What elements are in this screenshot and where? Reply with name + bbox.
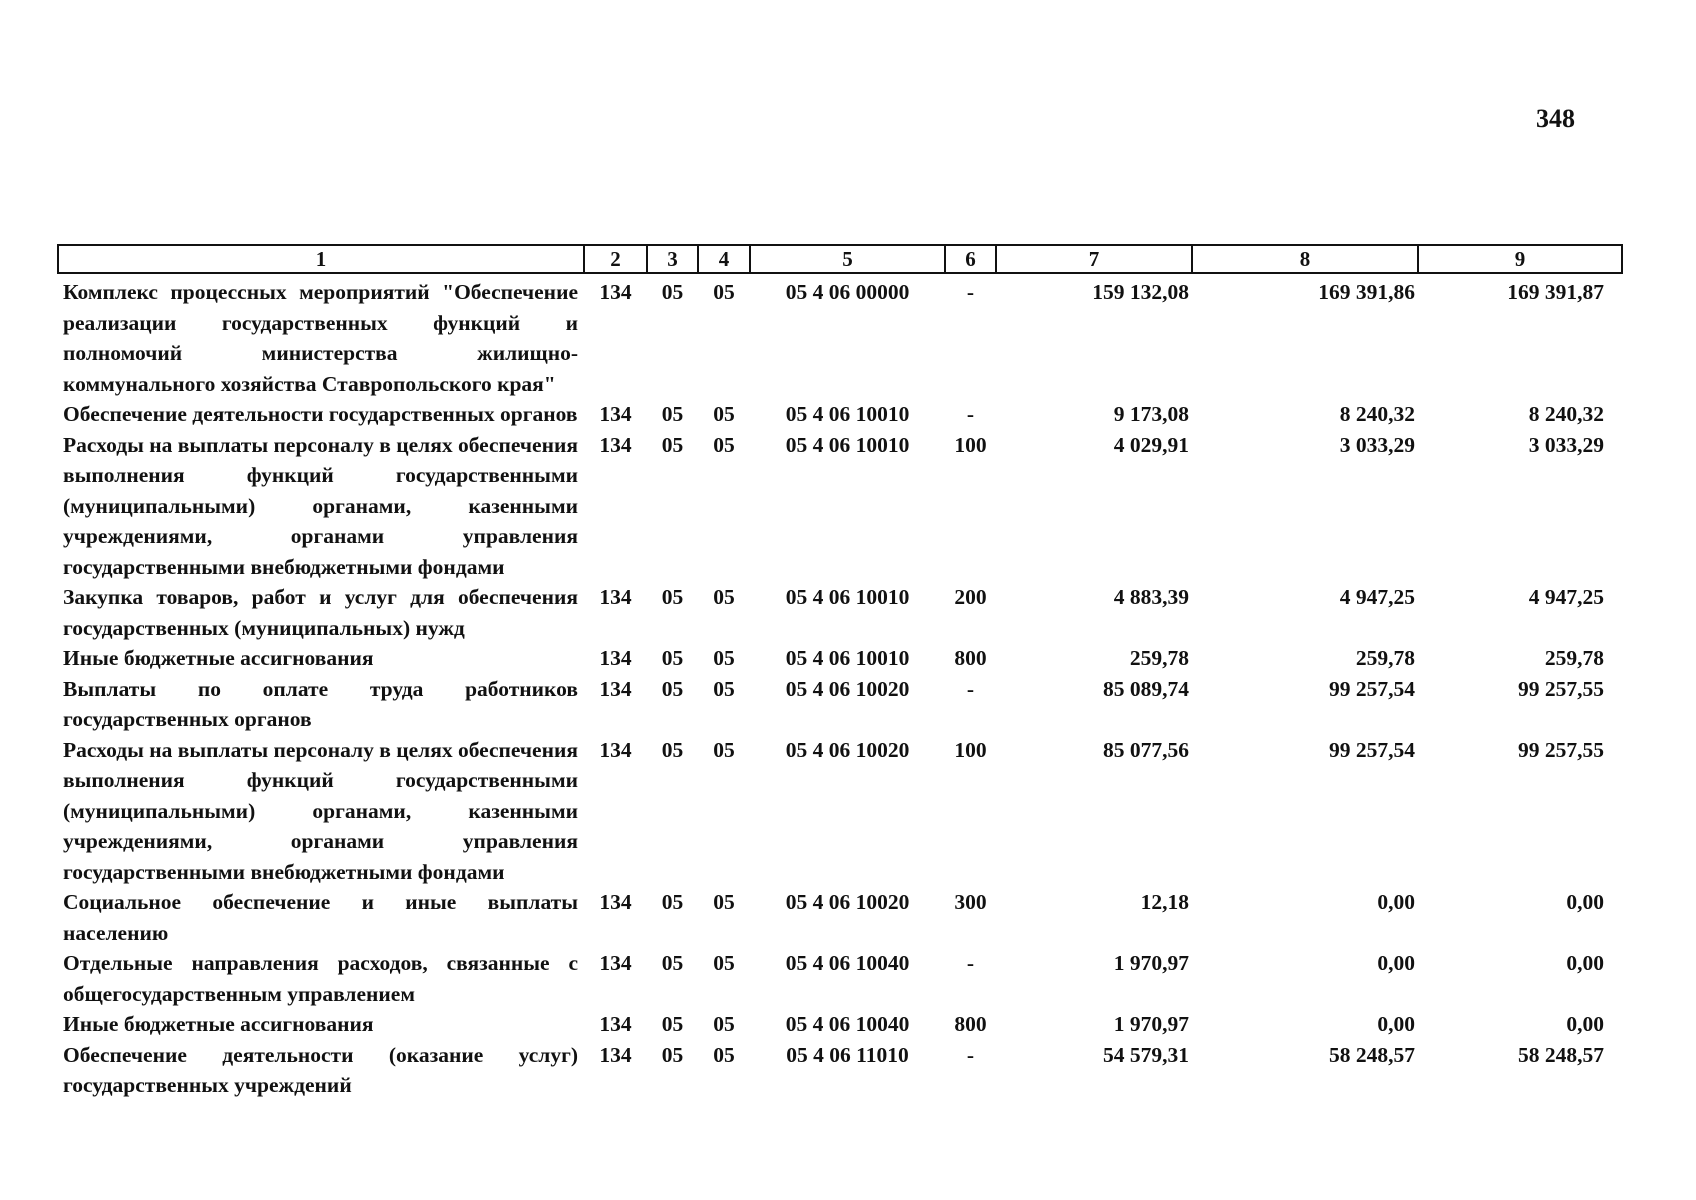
row-amount-9-cell: 99 257,55	[1518, 676, 1604, 701]
row-target-article-cell: 05 4 06 10040	[785, 1012, 910, 1036]
row-amount-9-cell: 4 947,25	[1528, 585, 1604, 609]
row-expense-type-cell: 200	[954, 585, 987, 609]
row-amount-8-cell: 4 947,25	[1339, 585, 1415, 609]
row-target-article-cell: 05 4 06 10010	[785, 402, 910, 426]
row-name-cell: Комплекс процессных мероприятий "Обеспечение реализации государственных функций и полномочий министерства жилищно-коммунального хозяйства Ставропольского края"	[63, 280, 578, 396]
row-ministry-code-cell: 134	[599, 432, 632, 457]
row-target-article-cell: 05 4 06 11010	[786, 1042, 909, 1067]
row-ministry-code-cell: 134	[599, 890, 632, 914]
row-name-cell: Обеспечение деятельности государственных органов	[63, 402, 578, 426]
row-amount-7-cell: 9 173,08	[1113, 402, 1189, 426]
row-target-article-cell: 05 4 06 10010	[785, 646, 910, 670]
table-row	[58, 1040, 1622, 1101]
row-amount-7-cell: 85 077,56	[1103, 737, 1189, 762]
table-header-row	[58, 245, 1622, 273]
row-amount-7-cell: 159 132,08	[1092, 280, 1189, 304]
row-name-cell: Выплаты по оплате труда работников государственных органов	[63, 676, 578, 731]
column-header-section: 3	[647, 245, 698, 273]
column-header-expense-type: 6	[945, 245, 996, 273]
row-amount-7-cell: 259,78	[1129, 646, 1189, 670]
column-header-subsection: 4	[698, 245, 750, 273]
row-subsection-cell: 05	[713, 432, 735, 457]
row-ministry-code-cell: 134	[599, 402, 632, 426]
row-expense-type-cell: -	[966, 280, 975, 304]
table-row	[58, 273, 1622, 399]
row-name-cell: Закупка товаров, работ и услуг для обеспечения государственных (муниципальных) нужд	[63, 585, 578, 640]
row-amount-9-cell: 8 240,32	[1528, 402, 1604, 426]
row-ministry-code-cell: 134	[599, 1042, 632, 1067]
row-amount-8-cell: 0,00	[1377, 1012, 1415, 1036]
row-name-cell: Социальное обеспечение и иные выплаты населению	[63, 890, 578, 945]
row-ministry-code-cell: 134	[599, 676, 632, 701]
row-expense-type-cell: 800	[954, 646, 987, 670]
row-amount-9-cell: 99 257,55	[1518, 737, 1604, 762]
row-ministry-code-cell: 134	[599, 951, 632, 975]
page-number: 348	[1536, 104, 1575, 133]
row-amount-9-cell: 0,00	[1566, 951, 1604, 975]
table-row	[58, 643, 1622, 674]
row-name-cell: Расходы на выплаты персоналу в целях обеспечения выполнения функций государственными (муниципальными) органами, казенными учреждениями, органами управления государственными внебюджетными фондами	[63, 432, 578, 579]
row-expense-type-cell: -	[966, 951, 975, 975]
row-name-cell: Иные бюджетные ассигнования	[63, 1012, 374, 1036]
row-amount-7-cell: 4 029,91	[1113, 432, 1189, 457]
row-amount-8-cell: 58 248,57	[1329, 1042, 1415, 1067]
row-section-cell: 05	[661, 1042, 684, 1067]
row-expense-type-cell: 300	[954, 890, 987, 914]
row-section-cell: 05	[661, 1012, 684, 1036]
row-section-cell: 05	[661, 402, 684, 426]
row-expense-type-cell: -	[966, 1042, 975, 1067]
row-section-cell: 05	[661, 280, 684, 304]
row-amount-8-cell: 169 391,86	[1318, 280, 1415, 304]
table-row	[58, 674, 1622, 735]
row-ministry-code-cell: 134	[599, 585, 632, 609]
column-header-amount-8: 8	[1192, 245, 1418, 273]
column-header-name: 1	[58, 245, 584, 273]
row-amount-7-cell: 12,18	[1140, 890, 1189, 914]
row-amount-8-cell: 0,00	[1377, 951, 1415, 975]
row-amount-8-cell: 99 257,54	[1329, 676, 1415, 701]
row-amount-9-cell: 0,00	[1566, 1012, 1604, 1036]
row-amount-7-cell: 85 089,74	[1103, 676, 1189, 701]
table-row	[58, 948, 1622, 1009]
row-amount-9-cell: 3 033,29	[1528, 432, 1604, 457]
table-row	[58, 887, 1622, 948]
table-row	[58, 582, 1622, 643]
table-row	[58, 399, 1622, 430]
row-name-cell: Расходы на выплаты персоналу в целях обеспечения выполнения функций государственными (муниципальными) органами, казенными учреждениями, органами управления государственными внебюджетными фондами	[63, 737, 578, 884]
row-amount-8-cell: 8 240,32	[1339, 402, 1415, 426]
table-row	[58, 735, 1622, 888]
row-amount-8-cell: 3 033,29	[1339, 432, 1415, 457]
row-section-cell: 05	[661, 951, 684, 975]
row-name-cell: Отдельные направления расходов, связанные с общегосударственным управлением	[63, 951, 578, 1006]
row-subsection-cell: 05	[713, 737, 735, 762]
row-amount-8-cell: 259,78	[1355, 646, 1415, 670]
row-target-article-cell: 05 4 06 10020	[785, 890, 910, 914]
budget-table	[57, 244, 1623, 1101]
row-expense-type-cell: 100	[954, 737, 987, 762]
row-subsection-cell: 05	[713, 646, 735, 670]
row-subsection-cell: 05	[713, 1042, 735, 1067]
table-row	[58, 430, 1622, 583]
row-amount-9-cell: 0,00	[1566, 890, 1604, 914]
row-section-cell: 05	[661, 646, 684, 670]
row-target-article-cell: 05 4 06 10040	[785, 951, 910, 975]
row-amount-7-cell: 4 883,39	[1113, 585, 1189, 609]
column-header-target-article: 5	[750, 245, 945, 273]
row-amount-9-cell: 58 248,57	[1518, 1042, 1604, 1067]
row-section-cell: 05	[661, 890, 684, 914]
row-subsection-cell: 05	[713, 402, 735, 426]
row-amount-7-cell: 54 579,31	[1103, 1042, 1189, 1067]
row-subsection-cell: 05	[713, 1012, 735, 1036]
row-target-article-cell: 05 4 06 00000	[785, 280, 910, 304]
row-target-article-cell: 05 4 06 10020	[785, 737, 910, 762]
row-amount-9-cell: 259,78	[1544, 646, 1604, 670]
row-subsection-cell: 05	[713, 951, 735, 975]
row-expense-type-cell: -	[966, 676, 975, 701]
table-body	[58, 273, 1622, 1101]
row-section-cell: 05	[661, 676, 684, 701]
row-ministry-code-cell: 134	[599, 280, 632, 304]
row-subsection-cell: 05	[713, 280, 735, 304]
row-amount-9-cell: 169 391,87	[1507, 280, 1604, 304]
row-subsection-cell: 05	[713, 676, 735, 701]
row-amount-7-cell: 1 970,97	[1113, 1012, 1189, 1036]
column-header-ministry-code: 2	[584, 245, 647, 273]
row-name-cell: Иные бюджетные ассигнования	[63, 646, 374, 670]
row-expense-type-cell: -	[966, 402, 975, 426]
row-subsection-cell: 05	[713, 890, 735, 914]
row-target-article-cell: 05 4 06 10010	[785, 585, 910, 609]
column-header-amount-9: 9	[1418, 245, 1622, 273]
table-row	[58, 1009, 1622, 1040]
row-amount-8-cell: 99 257,54	[1329, 737, 1415, 762]
row-amount-7-cell: 1 970,97	[1113, 951, 1189, 975]
row-expense-type-cell: 800	[954, 1012, 987, 1036]
row-name-cell: Обеспечение деятельности (оказание услуг) государственных учреждений	[63, 1042, 578, 1097]
row-amount-8-cell: 0,00	[1377, 890, 1415, 914]
row-target-article-cell: 05 4 06 10010	[785, 432, 910, 457]
row-ministry-code-cell: 134	[599, 646, 632, 670]
row-ministry-code-cell: 134	[599, 737, 632, 762]
row-expense-type-cell: 100	[954, 432, 987, 457]
row-section-cell: 05	[661, 737, 684, 762]
column-header-amount-7: 7	[996, 245, 1192, 273]
row-subsection-cell: 05	[713, 585, 735, 609]
row-ministry-code-cell: 134	[599, 1012, 632, 1036]
row-target-article-cell: 05 4 06 10020	[785, 676, 910, 701]
row-section-cell: 05	[661, 432, 684, 457]
row-section-cell: 05	[661, 585, 684, 609]
